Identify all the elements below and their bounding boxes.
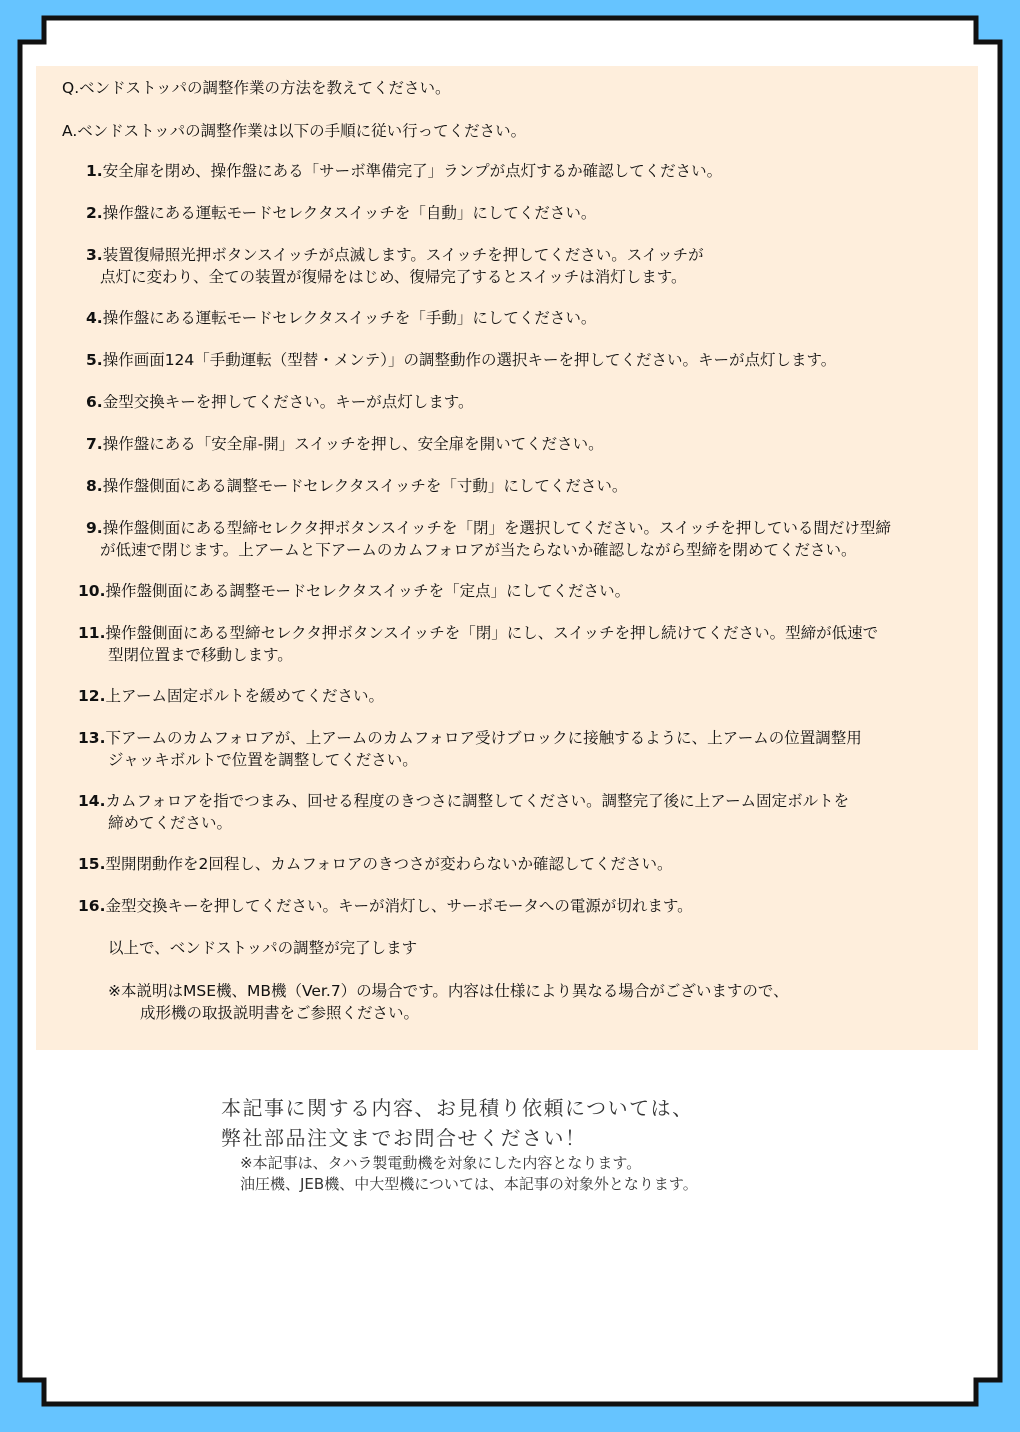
question-text: Q.ベンドストッパの調整作業の方法を教えてください。 (62, 79, 451, 97)
contact-line-1: 本記事に関する内容、お見積り依頼については、 (221, 1096, 694, 1120)
contact-line-2: 弊社部品注文までお問合せください！ (221, 1126, 587, 1150)
closing-text: 以上で、ベンドストッパの調整が完了します (108, 939, 418, 957)
step-15: 15.型開閉動作を2回程し、カムフォロアのきつさが変わらないか確認してください。 (78, 855, 673, 873)
step-5: 5.操作画面124「手動運転（型替・メンテ）」の調整動作の選択キーを押してください。キーが点灯します。 (86, 351, 837, 369)
step-16: 16.金型交換キーを押してください。キーが消灯し、サーボモータへの電源が切れます。 (78, 897, 693, 915)
step-7: 7.操作盤にある「安全扉-開」スイッチを押し、安全扉を開いてください。 (86, 435, 604, 453)
step-1: 1.安全扉を閉め、操作盤にある「サーボ準備完了」ランプが点灯するか確認してください。 (86, 162, 723, 180)
step-9: 9.操作盤側面にある型締セレクタ押ボタンスイッチを「閉」を選択してください。スイッチを押している間だけ型締 が低速で閉じます。上アームと下アームのカムフォロアが当たらないか確認しながら型締を閉めてください。 (86, 519, 891, 559)
step-11: 11.操作盤側面にある型締セレクタ押ボタンスイッチを「閉」にし、スイッチを押し続けてください。型締が低速で 型閉位置まで移動します。 (78, 624, 879, 664)
step-2: 2.操作盤にある運転モードセレクタスイッチを「自動」にしてください。 (86, 204, 597, 222)
step-3: 3.装置復帰照光押ボタンスイッチが点滅します。スイッチを押してください。スイッチが 点灯に変わり、全ての装置が復帰をはじめ、復帰完了するとスイッチは消灯します。 (86, 246, 704, 286)
step-4: 4.操作盤にある運転モードセレクタスイッチを「手動」にしてください。 (86, 309, 597, 327)
step-6: 6.金型交換キーを押してください。キーが点灯します。 (86, 393, 474, 411)
step-10: 10.操作盤側面にある調整モードセレクタスイッチを「定点」にしてください。 (78, 582, 631, 600)
step-8: 8.操作盤側面にある調整モードセレクタスイッチを「寸動」にしてください。 (86, 477, 628, 495)
step-12: 12.上アーム固定ボルトを緩めてください。 (78, 687, 385, 705)
step-13: 13.下アームのカムフォロアが、上アームのカムフォロア受けブロックに接触するように、上アームの位置調整用 ジャッキボルトで位置を調整してください。 (78, 729, 862, 769)
answer-intro: A.ベンドストッパの調整作業は以下の手順に従い行ってください。 (62, 122, 527, 140)
contact-block (221, 1093, 698, 1195)
contact-note-1: ※本記事は、タハラ製電動機を対象にした内容となります。 (240, 1154, 642, 1172)
contact-note-2: 油圧機、JEB機、中大型機については、本記事の対象外となります。 (240, 1175, 698, 1193)
step-14: 14.カムフォロアを指でつまみ、回せる程度のきつさに調整してください。調整完了後に上アーム固定ボルトを 締めてください。 (78, 792, 850, 832)
spec-note: ※本説明はMSE機、MB機（Ver.7）の場合です。内容は仕様により異なる場合がございますので、 成形機の取扱説明書をご参照ください。 (108, 982, 789, 1022)
